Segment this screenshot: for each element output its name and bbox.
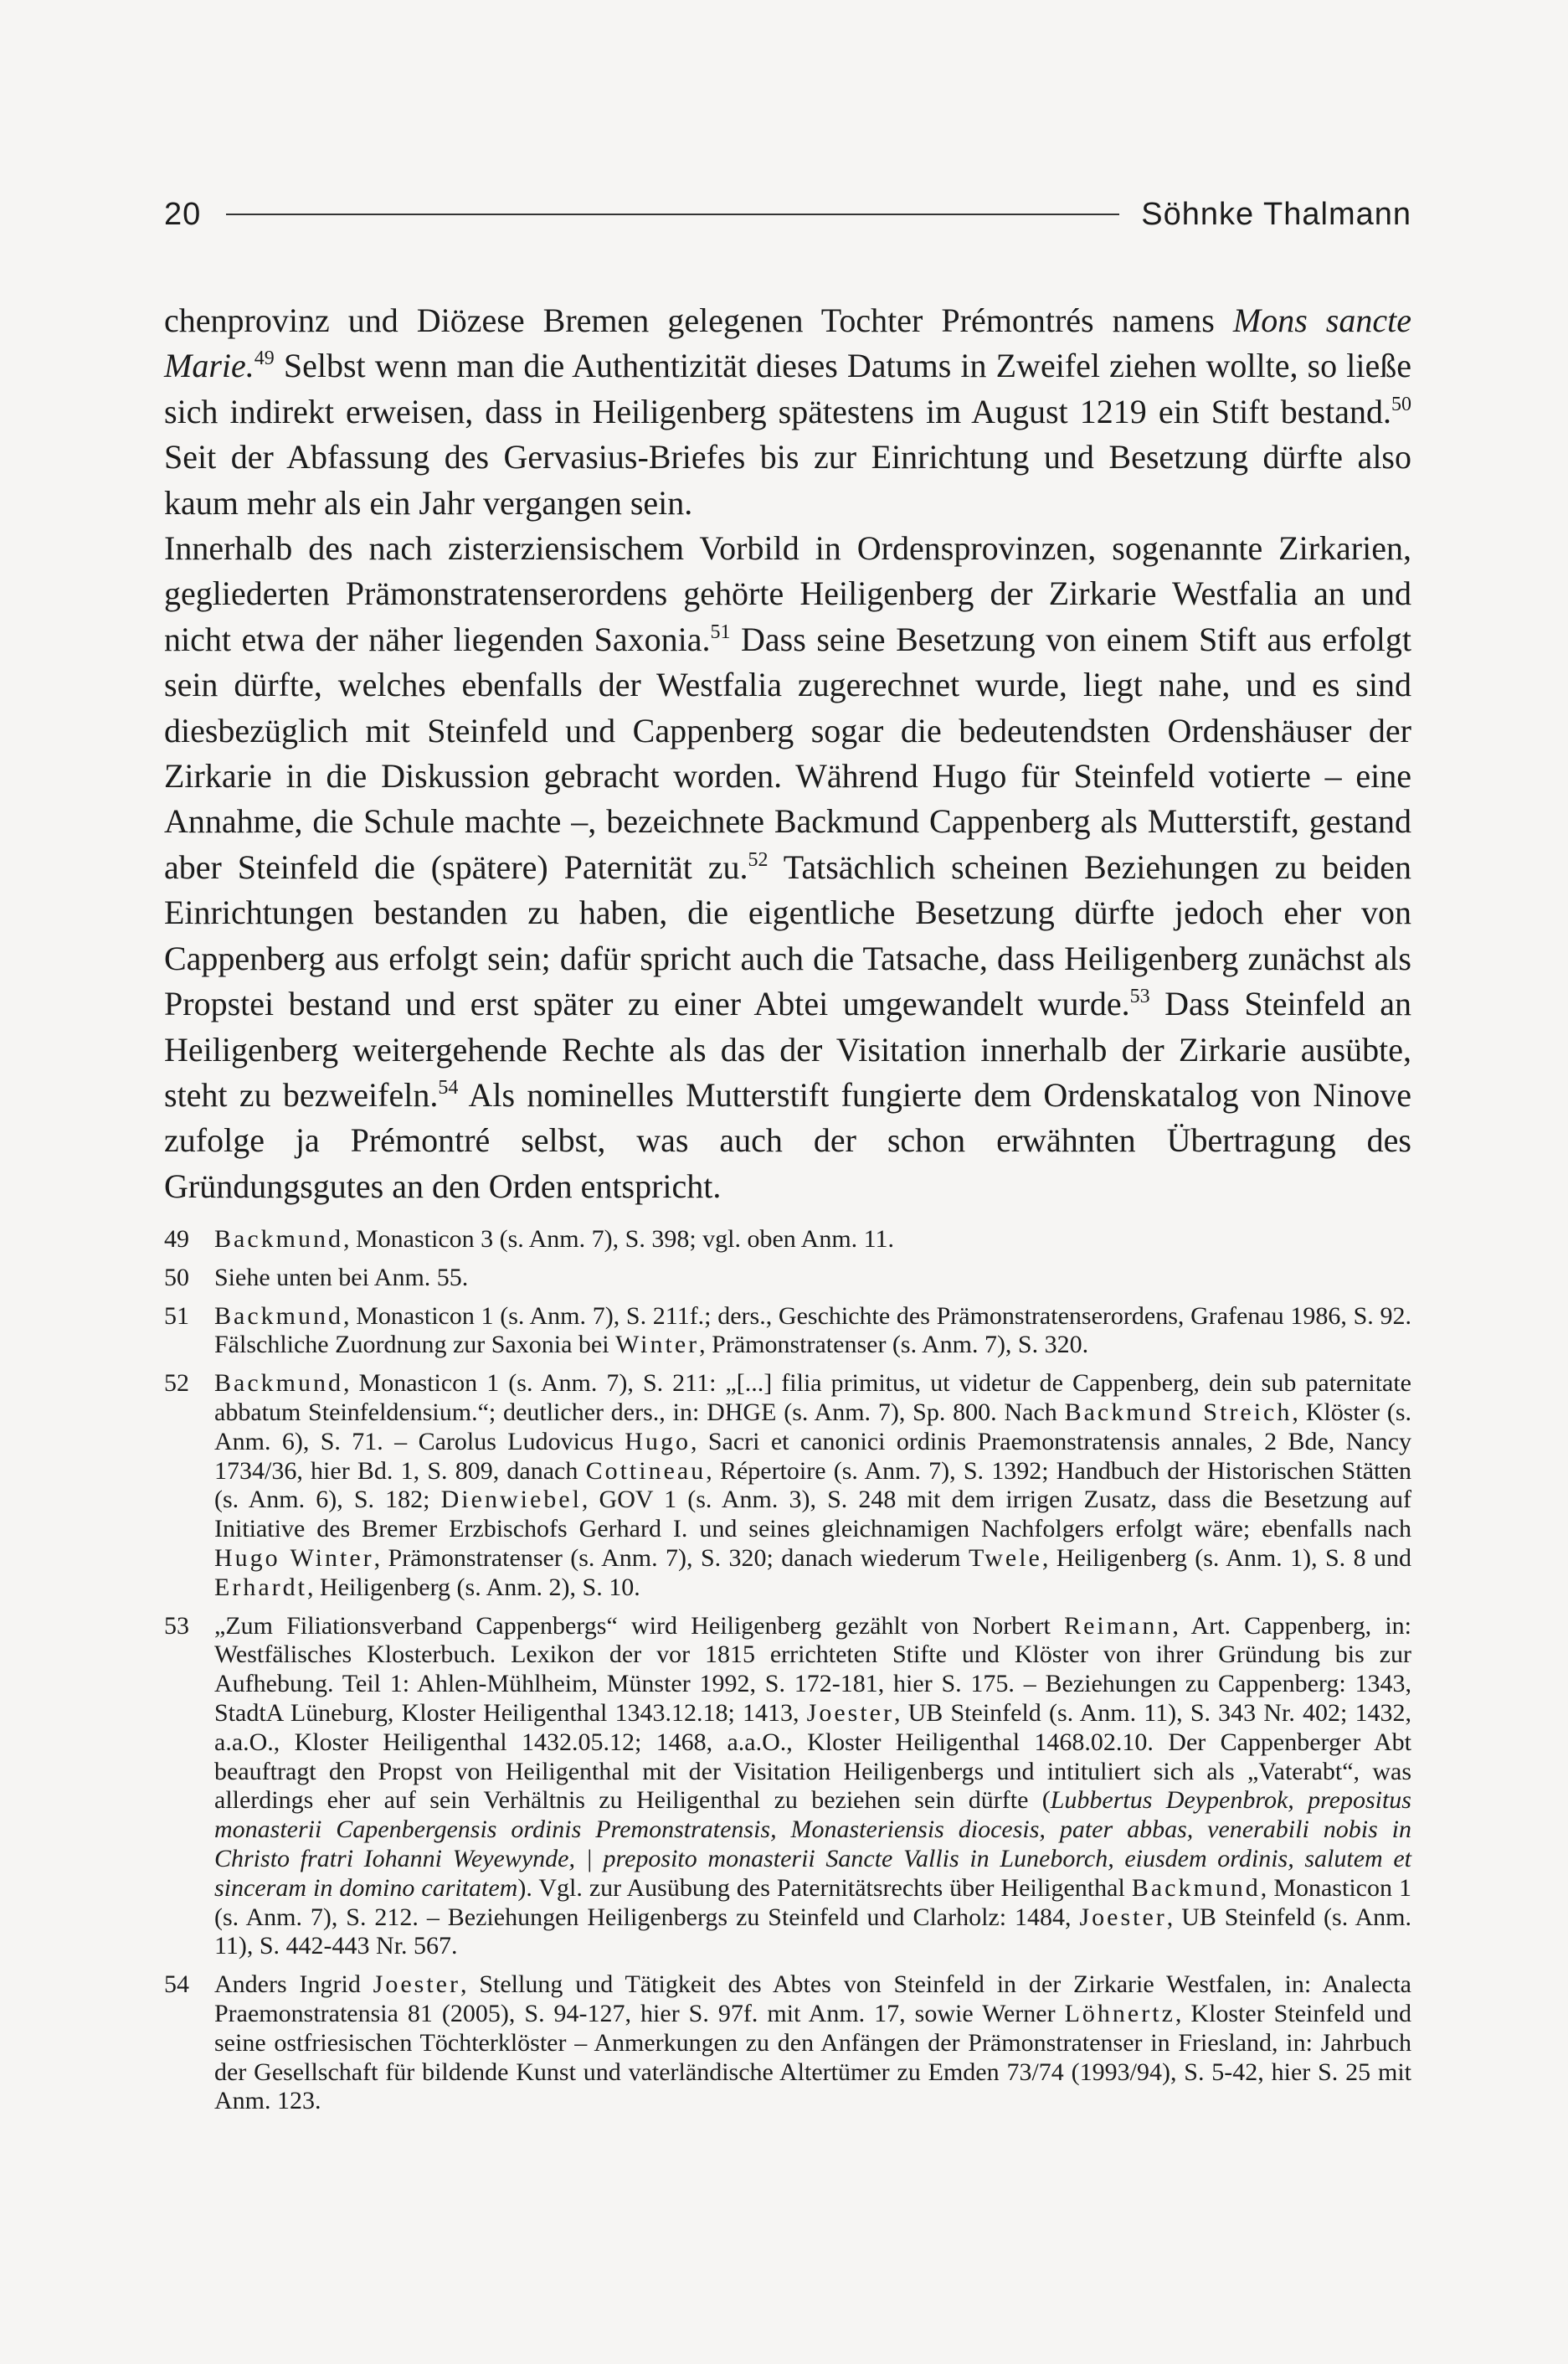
footnote-ref-53[interactable]: 53 [1129, 986, 1150, 1008]
footnote-text: Backmund, Monasticon 3 (s. Anm. 7), S. 398; vgl. oben Anm. 11. [214, 1225, 895, 1253]
footnote-54 [164, 1970, 1411, 2116]
main-text [164, 298, 1411, 1209]
footnotes [164, 1225, 1411, 2125]
footnote-text: Siehe unten bei Anm. 55. [214, 1263, 469, 1291]
running-header [164, 189, 1411, 239]
footnote-number: 53 [164, 1611, 189, 1640]
footnote-ref-49[interactable]: 49 [254, 348, 275, 370]
footnote-number: 54 [164, 1970, 189, 1999]
footnote-ref-54[interactable]: 54 [438, 1076, 459, 1099]
paragraph-1: chenprovinz und Diözese Bremen gelegenen Tochter Prémontrés namens Mons sancte Marie.$^{49}$ Selbst wenn man die Authentizität dieses Datums in Zweifel ziehen wollte, so ließe sich indirekt erweisen, dass in Heiligenberg spätestens im August 1219 ein Stift bestand.$^{50}$ Seit der Abfassung des Gervasius-Briefes bis zur Einrichtung und Besetzung dürfte also kaum mehr als ein Jahr vergangen sein. [164, 301, 1411, 522]
footnote-53 [164, 1612, 1411, 1962]
footnote-number: 52 [164, 1369, 189, 1398]
page-number: 20 [164, 196, 202, 232]
footnote-ref-52[interactable]: 52 [748, 848, 769, 871]
footnote-50 [164, 1264, 1411, 1293]
footnote-number: 49 [164, 1225, 189, 1253]
running-head-author: Söhnke Thalmann [1141, 196, 1411, 232]
footnote-51 [164, 1302, 1411, 1361]
footnote-text: Anders Ingrid Joester, Stellung und Tätigkeit des Abtes von Steinfeld in der Zirkarie Westfalen, in: Analecta Praemonstratensia 81 (2005), S. 94-127, hier S. 97f. mit Anm. 17, sowie Werner Löhnertz, Kloster Steinfeld und seine ostfriesischen Töchterklöster – Anmerkungen zu den Anfängen der Prämonstratenser in Friesland, in: Jahrbuch der Gesellschaft für bildende Kunst und vaterländische Altertümer zu Emden 73/74 (1993/94), S. 5-42, hier S. 25 mit Anm. 123. [214, 1970, 1411, 2115]
latin-quotation: Lubbertus Deypenbrok, prepositus monasterii Capenbergensis ordinis Premonstratensis, Monasteriensis diocesis, pater abbas, venerabili nobis in Christo fratri Iohanni Weyewynde, | preposito monasterii Sancte Vallis in Luneborch, eiusdem ordinis, salutem et sinceram in domino caritatem [214, 1786, 1411, 1902]
place-name-italic: Mons sancte Marie. [164, 301, 1411, 385]
footnote-ref-50[interactable]: 50 [1391, 393, 1411, 415]
footnote-text: Backmund, Monasticon 1 (s. Anm. 7), S. 211f.; ders., Geschichte des Prämonstratenserordens, Grafenau 1986, S. 92. Fälschliche Zuordnung zur Saxonia bei Winter, Prämonstratenser (s. Anm. 7), S. 320. [214, 1301, 1411, 1359]
paragraph-2: Innerhalb des nach zisterziensischem Vorbild in Ordensprovinzen, sogenannte Zirkarien, gegliederten Prämonstratenserordens gehörte Heiligenberg der Zirkarie Westfalia an und nicht etwa der näher liegenden Saxonia.$^{51}$ Dass seine Besetzung von einem Stift aus erfolgt sein dürfte, welches ebenfalls der Westfalia zugerechnet wurde, liegt nahe, und es sind diesbezüglich mit Steinfeld und Cappenberg sogar die bedeutendsten Ordenshäuser der Zirkarie in die Diskussion gebracht worden. Während Hugo für Steinfeld votierte – eine Annahme, die Schule machte –, bezeichnete Backmund Cappenberg als Mutterstift, gestand aber Steinfeld die (spätere) Paternität zu.$^{52}$ Tatsächlich scheinen Beziehungen zu beiden Einrichtungen bestanden zu haben, die eigentliche Besetzung dürfte jedoch eher von Cappenberg aus erfolgt sein; dafür spricht auch die Tatsache, dass Heiligenberg zunächst als Propstei bestand und erst später zu einer Abtei umgewandelt wurde.$^{53}$ Dass Steinfeld an Heiligenberg weitergehende Rechte als das der Visitation innerhalb der Zirkarie ausübte, steht zu bezweifeln.$^{54}$ Als nominelles Mutterstift fungierte dem Ordenskatalog von Ninove zufolge ja Prémontré selbst, was auch der schon erwähnten Übertragung des Gründungsgutes an den Orden entspricht. [164, 529, 1412, 1205]
footnote-text: „Zum Filiationsverband Cappenbergs“ wird Heiligenberg gezählt von Norbert Reimann, Art. Cappenberg, in: Westfälisches Klosterbuch. Lexikon der vor 1815 errichteten Stifte und Klöster von ihrer Gründung bis zur Aufhebung. Teil 1: Ahlen-Mühlheim, Münster 1992, S. 172-181, hier S. 175. – Beziehungen zu Cappenberg: 1343, StadtA Lüneburg, Kloster Heiligenthal 1343.12.18; 1413, Joester, UB Steinfeld (s. Anm. 11), S. 343 Nr. 402; 1432, a.a.O., Kloster Heiligenthal 1432.05.12; 1468, a.a.O., Kloster Heiligenthal 1468.02.10. Der Cappenberger Abt beauftragt den Propst von Heiligenthal mit der Visitation Heiligenbergs und intituliert sich als „Vaterabt“, was allerdings eher auf sein Verhältnis zu Heiligenthal zu beziehen sein dürfte (Lubbertus Deypenbrok, prepositus monasterii Capenbergensis ordinis Premonstratensis, Monasteriensis diocesis, pater abbas, venerabili nobis in Christo fratri Iohanni Weyewynde, | preposito monasterii Sancte Vallis in Luneborch, eiusdem ordinis, salutem et sinceram in domino caritatem). Vgl. zur Ausübung des Paternitätsrechts über Heiligenthal Backmund, Monasticon 1 (s. Anm. 7), S. 212. – Beziehungen Heiligenbergs zu Steinfeld und Clarholz: 1484, Joester, UB Steinfeld (s. Anm. 11), S. 442-443 Nr. 567. [214, 1611, 1411, 1960]
footnote-text: Backmund, Monasticon 1 (s. Anm. 7), S. 211: „[...] filia primitus, ut videtur de Cappenberg, dein sub paternitate abbatum Steinfeldensium.“; deutlicher ders., in: DHGE (s. Anm. 7), Sp. 800. Nach Backmund Streich, Klöster (s. Anm. 6), S. 71. – Carolus Ludovicus Hugo, Sacri et canonici ordinis Praemonstratensis annales, 2 Bde, Nancy 1734/36, hier Bd. 1, S. 809, danach Cottineau, Répertoire (s. Anm. 7), S. 1392; Handbuch der Historischen Stätten (s. Anm. 6), S. 182; Dienwiebel, GOV 1 (s. Anm. 3), S. 248 mit dem irrigen Zusatz, dass die Besetzung auf Initiative des Bremer Erzbischofs Gerhard I. und seines gleichnamigen Nachfolgers erfolgt wäre; ebenfalls nach Hugo Winter, Prämonstratenser (s. Anm. 7), S. 320; danach wiederum Twele, Heiligenberg (s. Anm. 1), S. 8 und Erhardt, Heiligenberg (s. Anm. 2), S. 10. [214, 1369, 1412, 1601]
footnote-ref-51[interactable]: 51 [710, 621, 731, 643]
header-rule [226, 214, 1119, 215]
footnote-49 [164, 1225, 1411, 1254]
footnote-number: 51 [164, 1301, 189, 1330]
footnote-52 [164, 1369, 1411, 1602]
footnote-number: 50 [164, 1263, 189, 1291]
